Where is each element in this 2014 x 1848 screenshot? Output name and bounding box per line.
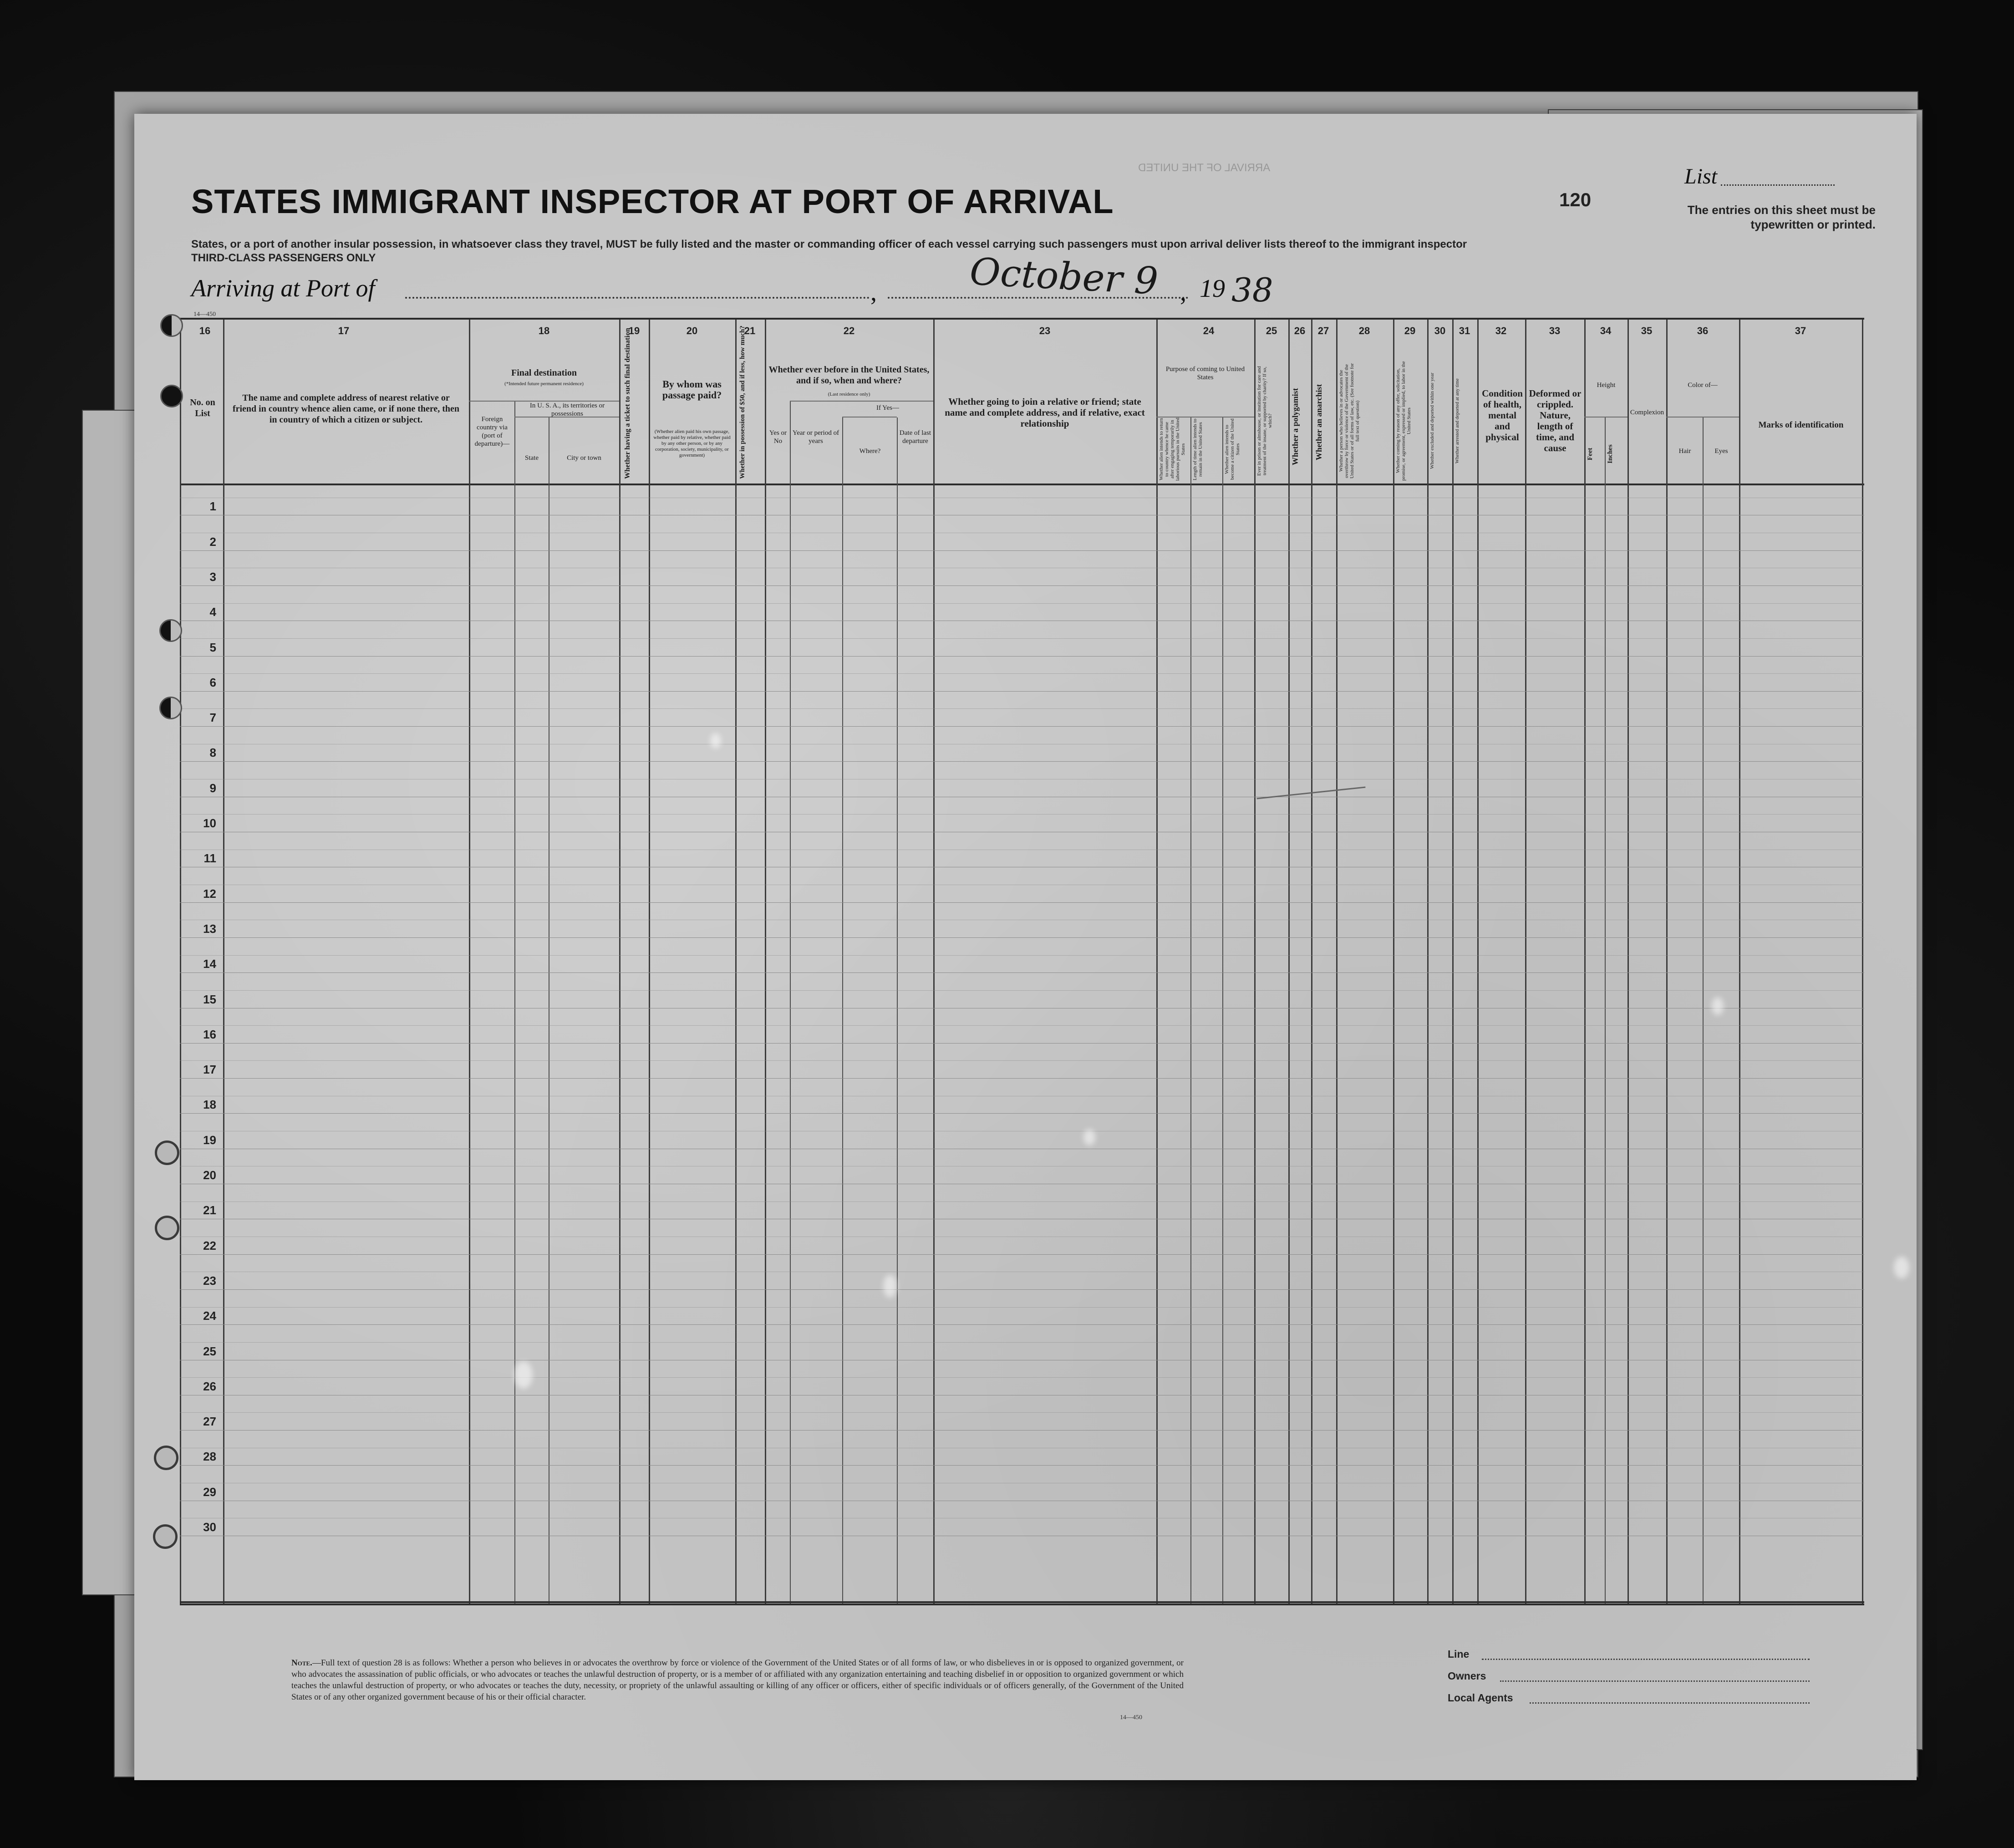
table-row xyxy=(180,1254,1864,1255)
header-ever-before-us: Whether ever before in the United States, and if so, when and where? xyxy=(768,365,930,386)
row-number: 7 xyxy=(209,711,216,725)
owners-label: Owners xyxy=(1448,1670,1486,1682)
row-number: 22 xyxy=(203,1238,216,1252)
col-number-28: 28 xyxy=(1358,325,1370,336)
row-number: 16 xyxy=(203,1027,216,1041)
table-row xyxy=(180,550,1864,551)
comma: , xyxy=(870,278,877,306)
header-marks-identification: Marks of identification xyxy=(1758,420,1844,430)
table-row xyxy=(180,1465,1864,1466)
port-field[interactable] xyxy=(405,297,870,299)
header-purpose-return: Whether alien intends to return to country whence he came after engaging temporarily in laborious pursuits in the United States xyxy=(1159,417,1186,481)
dust-speck xyxy=(1712,997,1724,1015)
binder-hole xyxy=(160,385,183,407)
row-number: 28 xyxy=(203,1450,216,1464)
row-number: 11 xyxy=(203,851,216,865)
row-ruling xyxy=(180,1025,1864,1026)
dust-speck xyxy=(514,1361,533,1389)
binder-hole xyxy=(155,1216,179,1240)
col-number-26: 26 xyxy=(1294,325,1306,336)
header-deformed: Deformed or crippled. Nature, length of time, and cause xyxy=(1529,388,1582,453)
col-number-36: 36 xyxy=(1697,325,1709,336)
row-ruling xyxy=(180,1377,1864,1378)
binder-hole xyxy=(155,1140,179,1165)
table-row xyxy=(180,761,1864,762)
row-number: 9 xyxy=(209,781,216,795)
table-row xyxy=(180,585,1864,586)
header-complexion: Complexion xyxy=(1630,409,1664,416)
dust-speck xyxy=(1083,1129,1095,1145)
row-number: 10 xyxy=(203,816,216,830)
col-number-27: 27 xyxy=(1317,325,1329,336)
col-number-31: 31 xyxy=(1459,325,1470,336)
col-number-18: 18 xyxy=(538,325,550,336)
header-date-departure: Date of last departure xyxy=(899,429,931,445)
row-number: 30 xyxy=(203,1520,216,1534)
row-number: 2 xyxy=(209,535,216,549)
header-purpose: Purpose of coming to United States xyxy=(1165,366,1245,381)
row-number: 4 xyxy=(209,605,216,619)
form-code-bottom: 14—450 xyxy=(1120,1714,1142,1721)
binder-hole xyxy=(154,1446,178,1470)
row-number: 19 xyxy=(203,1133,216,1147)
handwritten-date: October 9 xyxy=(968,250,1160,303)
row-number: 8 xyxy=(209,746,216,760)
header-passage-paid: By whom was passage paid? xyxy=(662,378,722,401)
row-number: 18 xyxy=(203,1098,216,1112)
binder-hole xyxy=(153,1524,178,1549)
header-height: Height xyxy=(1597,382,1616,389)
header-prison: Ever in prison or almshouse, or institution for care and treatment of the insane, or supported by charity? If so, which? xyxy=(1256,366,1273,476)
row-number: 26 xyxy=(203,1379,216,1393)
col-number-30: 30 xyxy=(1434,325,1446,336)
row-number: 20 xyxy=(203,1168,216,1182)
subtitle-class: THIRD-CLASS PASSENGERS ONLY xyxy=(191,252,376,264)
arriving-label: Arriving at Port of xyxy=(191,275,375,302)
row-number: 5 xyxy=(209,640,216,654)
row-ruling xyxy=(180,1307,1864,1308)
subtitle-instructions: States, or a port of another insular possession, in whatsoever class they travel, MUST be fully listed and the master or commanding officer of each vessel carrying such passengers must upon arrival deliver lists thereof to the immigrant inspector xyxy=(191,238,1467,250)
col-number-35: 35 xyxy=(1641,325,1653,336)
header-color-of: Color of— xyxy=(1688,382,1718,389)
header-final-destination: Final destination xyxy=(511,368,577,378)
col-number-32: 32 xyxy=(1495,325,1507,336)
table-row xyxy=(180,1113,1864,1114)
table-row xyxy=(180,902,1864,903)
col-number-23: 23 xyxy=(1039,325,1051,336)
table-row xyxy=(180,972,1864,973)
table-row xyxy=(180,691,1864,692)
row-number: 25 xyxy=(203,1344,216,1358)
line-label: Line xyxy=(1448,1648,1470,1660)
dust-speck xyxy=(883,1275,897,1298)
row-ruling xyxy=(180,990,1864,991)
local-agents-field[interactable] xyxy=(1530,1702,1810,1704)
header-city: City or town xyxy=(567,454,601,462)
line-field[interactable] xyxy=(1482,1659,1810,1660)
header-nearest-relative: The name and complete address of nearest relative or friend in country whence alien came, or if none there, then in country of which a citizen or subject. xyxy=(232,393,460,425)
table-row xyxy=(180,1078,1864,1079)
row-ruling xyxy=(180,638,1864,639)
col-number-25: 25 xyxy=(1266,325,1277,336)
col-number-21: 21 xyxy=(744,325,756,336)
col-number-16: 16 xyxy=(199,325,211,336)
row-number: 17 xyxy=(203,1063,216,1077)
header-last-residence: (Last residence only) xyxy=(828,392,870,397)
header-foreign-country: Foreign country via (port of departure)— xyxy=(474,416,510,448)
header-where: Where? xyxy=(859,448,881,455)
owners-field[interactable] xyxy=(1500,1680,1810,1682)
row-number: 1 xyxy=(209,499,216,514)
table-bottom xyxy=(180,1601,1864,1603)
page-title: STATES IMMIGRANT INSPECTOR AT PORT OF ARRIVAL xyxy=(191,183,1114,220)
sheet-number: 120 xyxy=(1559,189,1592,210)
header-condition-health: Condition of health, mental and physical xyxy=(1482,388,1523,443)
row-number: 12 xyxy=(203,886,216,901)
col-number-19: 19 xyxy=(628,325,640,336)
table-row xyxy=(180,656,1864,657)
header-inches: Inches xyxy=(1607,444,1614,463)
row-ruling xyxy=(180,1060,1864,1061)
col-number-29: 29 xyxy=(1404,325,1416,336)
year-prefix: 19 xyxy=(1200,275,1225,303)
row-number: 14 xyxy=(203,957,216,971)
table-row xyxy=(180,1289,1864,1290)
row-ruling xyxy=(180,814,1864,815)
col-number-24: 24 xyxy=(1203,325,1215,336)
header-state: State xyxy=(525,454,539,462)
form-code: 14—450 xyxy=(193,311,216,318)
row-number: 13 xyxy=(203,921,216,936)
header-arrested: Whether arrested and deported at any time xyxy=(1455,378,1460,463)
row-number: 6 xyxy=(209,675,216,689)
row-ruling xyxy=(180,603,1864,604)
header-polygamist: Whether a polygamist xyxy=(1291,388,1300,465)
list-label: List xyxy=(1684,164,1718,188)
header-no-on-list: No. on List xyxy=(190,397,215,418)
header-in-usa: In U. S. A., its territories or possessions xyxy=(529,402,605,417)
comma: , xyxy=(1180,278,1186,306)
header-overthrow: Whether a person who believes in or advocates the overthrow by force or violence of the Government of the United States or of all forms of law, etc. (See footnote for full text of question) xyxy=(1338,363,1360,479)
local-agents-label: Local Agents xyxy=(1448,1692,1513,1704)
binder-hole xyxy=(159,697,182,719)
header-labor-offer: Whether coming by reason of any offer, solicitation, promise, or agreement, expressed or implied, to labor in the United States xyxy=(1395,361,1412,481)
header-passage-paid-note: (Whether alien paid his own passage, whether paid by relative, whether paid by any other person, or by any corporation, society, municipality, or government) xyxy=(653,429,731,458)
row-number: 21 xyxy=(203,1203,216,1217)
manifest-table xyxy=(180,318,1864,1605)
col-number-20: 20 xyxy=(686,325,698,336)
header-divider xyxy=(180,484,1864,485)
header-ticket: Whether having a ticket to such final destination xyxy=(624,328,631,479)
footnote-question-28 xyxy=(291,1657,1184,1703)
col-number-37: 37 xyxy=(1795,325,1806,336)
row-ruling xyxy=(180,673,1864,674)
row-number: 23 xyxy=(203,1273,216,1288)
dust-speck xyxy=(710,733,721,748)
entries-note: The entries on this sheet must be typewritten or printed. xyxy=(1687,203,1876,231)
row-number: 29 xyxy=(203,1485,216,1499)
row-ruling xyxy=(180,1342,1864,1343)
dust-speck xyxy=(1894,1257,1909,1278)
header-eyes: Eyes xyxy=(1714,448,1728,455)
binder-hole xyxy=(160,314,183,337)
binder-hole xyxy=(159,619,182,642)
row-ruling xyxy=(180,1201,1864,1202)
bleed-through-text: ARRIVAL OF THE UNITED xyxy=(1138,162,1271,174)
table-row xyxy=(180,937,1864,938)
header-purpose-citizen: Whether alien intends to become a citizen of the United States xyxy=(1224,418,1241,480)
table-row xyxy=(180,726,1864,727)
col-number-22: 22 xyxy=(843,325,855,336)
header-fifty-dollars: Whether in possession of $50, and if less, how much? xyxy=(739,326,746,479)
row-ruling xyxy=(180,955,1864,956)
row-ruling xyxy=(180,1412,1864,1413)
header-years: Year or period of years xyxy=(792,429,839,445)
header-if-yes: If Yes— xyxy=(876,404,899,412)
header-join-relative: Whether going to join a relative or friend; state name and complete address, and if relative, exact relationship xyxy=(945,396,1145,429)
row-number: 27 xyxy=(203,1415,216,1429)
table-row xyxy=(180,1430,1864,1431)
col-number-17: 17 xyxy=(338,325,350,336)
header-anarchist: Whether an anarchist xyxy=(1314,384,1323,460)
col-number-33: 33 xyxy=(1549,325,1561,336)
header-excluded: Whether excluded and deported within one year xyxy=(1429,372,1435,469)
list-number-field[interactable] xyxy=(1721,184,1835,186)
row-number: 3 xyxy=(209,570,216,584)
row-number: 15 xyxy=(203,992,216,1006)
header-yes-no: Yes or No xyxy=(769,429,787,445)
header-final-destination-note: (*Intended future permanent residence) xyxy=(504,381,584,387)
row-number: 24 xyxy=(203,1309,216,1323)
footnote-text: —Full text of question 28 is as follows: Whether a person who believes in or advocates the overthrow by force or violence of the Government of the United States or of all forms of law, or who disbelieves in or is opposed to organized government, or who advocates the assassination of public officials, or who advocates or teaches the unlawful destruction of property, or is a member of or affiliated with any organization entertaining and teaching disbelief in or opposition to organized government or which teaches the unlawful destruction of property, or who advocates or teaches the duty, necessity, or propriety of the unlawful assaulting or killing of any officer or officers, either of specific individuals or of officers generally, of the Government of the United States or of any other organized government because of his or their official character. xyxy=(291,1658,1184,1702)
header-hair: Hair xyxy=(1678,448,1691,455)
col-number-34: 34 xyxy=(1600,325,1612,336)
header-feet: Feet xyxy=(1587,448,1594,460)
header-purpose-length: Length of time alien intends to remain in the United States xyxy=(1192,418,1203,480)
row-ruling xyxy=(180,708,1864,709)
table-row xyxy=(180,1043,1864,1044)
handwritten-year: 38 xyxy=(1231,271,1273,309)
table-row xyxy=(180,1324,1864,1325)
footnote-lead: Note. xyxy=(291,1658,312,1668)
